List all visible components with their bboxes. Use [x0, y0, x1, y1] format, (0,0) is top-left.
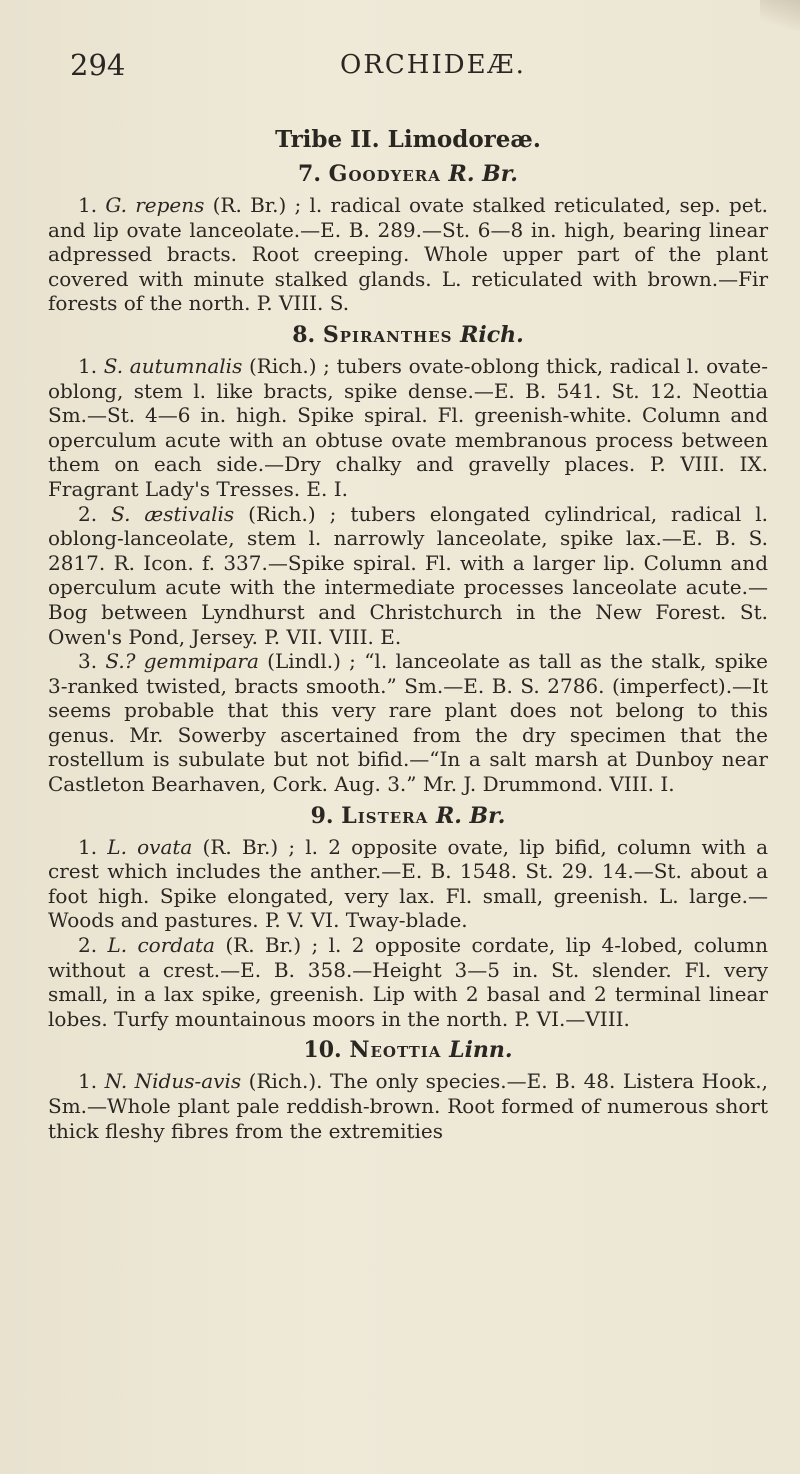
- species-entry: [48, 649, 768, 797]
- species-name: L. cordata: [107, 933, 215, 958]
- species-description: (R. Br.) ; l. 2 opposite ovate, lip bifid, column with a crest which includes the anther.—E. B. 1548. St. 29. 14.—St. about a foot high. Spike elongated, very lax. Fl. small, greenish. L. large.—Woods and pastures. P. V. VI. Tway-blade.: [48, 834, 769, 933]
- genus-authority: Linn.: [449, 1037, 513, 1064]
- species-description: (Rich.) ; tubers ovate-oblong thick, radical l. ovate-oblong, stem l. like bracts, spike dense.—E. B. 541. St. 12. Neottia Sm.—St. 4—6 in. high. Spike spiral. Fl. greenish-white. Column and operculum acute with an obtuse ovate membranous process between them on each side.—Dry chalky and gravelly places. P. VIII. IX. Fragrant Lady's Tresses. E. I.: [48, 353, 768, 501]
- species-number: 2.: [78, 501, 98, 526]
- genus-heading-neottia: [48, 1035, 768, 1065]
- species-name: G. repens: [105, 193, 205, 217]
- genus-number: 9.: [310, 802, 334, 829]
- genus-authority: R. Br.: [435, 802, 506, 829]
- page-corner-shadow: [760, 0, 800, 30]
- page-number: 294: [70, 48, 126, 82]
- genus-authority: Rich.: [460, 321, 524, 348]
- species-number: 1.: [78, 353, 98, 378]
- species-name: S.? gemmipara: [105, 649, 259, 674]
- genus-heading-spiranthes: [48, 320, 768, 350]
- species-entry: [48, 354, 768, 502]
- species-entry: [48, 502, 768, 650]
- genus-authority: R. Br.: [448, 161, 518, 187]
- running-head: ORCHIDEÆ.: [340, 50, 526, 80]
- species-entry: [48, 835, 768, 933]
- genus-heading-listera: [48, 801, 768, 831]
- genus-heading-goodyera: [48, 159, 768, 189]
- species-description: (Rich.). The only species.—E. B. 48. Listera Hook., Sm.—Whole plant pale reddish-brown. Root formed of numerous short thick fleshy fibres from the extremities: [48, 1069, 769, 1143]
- species-description: (Lindl.) ; “l. lanceolate as tall as the stalk, spike 3-ranked twisted, bracts smooth.” Sm.—E. B. S. 2786. (imperfect).—It seems probable that this very rare plant does not belong to this genus. Mr. Sowerby ascertained from the dry specimen that the rostellum is subulate but not bifid.—“In a salt marsh at Dunboy near Castleton Bearhaven, Cork. Aug. 3.” Mr. J. Drummond. VIII. I.: [48, 649, 768, 797]
- genus-name: Neottia: [349, 1037, 442, 1064]
- species-number: 2.: [78, 933, 98, 958]
- species-number: 3.: [78, 649, 98, 674]
- genus-number: 7.: [298, 161, 321, 187]
- genus-name: Spiranthes: [322, 321, 453, 348]
- species-number: 1.: [78, 193, 98, 217]
- species-name: S. autumnalis: [103, 353, 243, 378]
- species-number: 1.: [78, 1069, 98, 1094]
- species-name: S. æstivalis: [111, 501, 235, 526]
- genus-name: Listera: [341, 802, 429, 829]
- genus-number: 8.: [292, 321, 316, 348]
- genus-number: 10.: [303, 1037, 342, 1064]
- species-name: L. ovata: [107, 834, 193, 859]
- species-name: N. Nidus-avis: [104, 1069, 242, 1094]
- species-description: (Rich.) ; tubers elongated cylindrical, radical l. oblong-lanceolate, stem l. narrowly lanceolate, spike lax.—E. B. S. 2817. R. Icon. f. 337.—Spike spiral. Fl. with a larger lip. Column and operculum acute with the intermediate processes lanceolate acute.—Bog between Lyndhurst and Christchurch in the New Forest. St. Owen's Pond, Jersey. P. VII. VIII. E.: [48, 501, 768, 649]
- species-description: (R. Br.) ; l. 2 opposite cordate, lip 4-lobed, column without a crest.—E. B. 358.—Height 3—5 in. St. slender. Fl. very small, in a lax spike, greenish. Lip with 2 basal and 2 terminal linear lobes. Turfy mountainous moors in the north. P. VI.—VIII.: [48, 933, 768, 1031]
- genus-name: Goodyera: [328, 161, 441, 187]
- species-description: (R. Br.) ; l. radical ovate stalked reticulated, sep. pet. and lip ovate lanceolate.—E. B. 289.—St. 6—8 in. high, bearing linear adpressed bracts. Root creeping. Whole upper part of the plant covered with minute stalked glands. L. reticulated with brown.—Fir forests of the north. P. VIII. S.: [48, 193, 768, 316]
- species-entry: [48, 1069, 768, 1143]
- species-number: 1.: [78, 834, 98, 859]
- species-entry: [48, 193, 768, 316]
- page-body: [48, 125, 768, 1143]
- tribe-heading: Tribe II. Limodoreæ.: [275, 126, 541, 153]
- species-entry: [48, 933, 768, 1031]
- page-header: [70, 48, 740, 92]
